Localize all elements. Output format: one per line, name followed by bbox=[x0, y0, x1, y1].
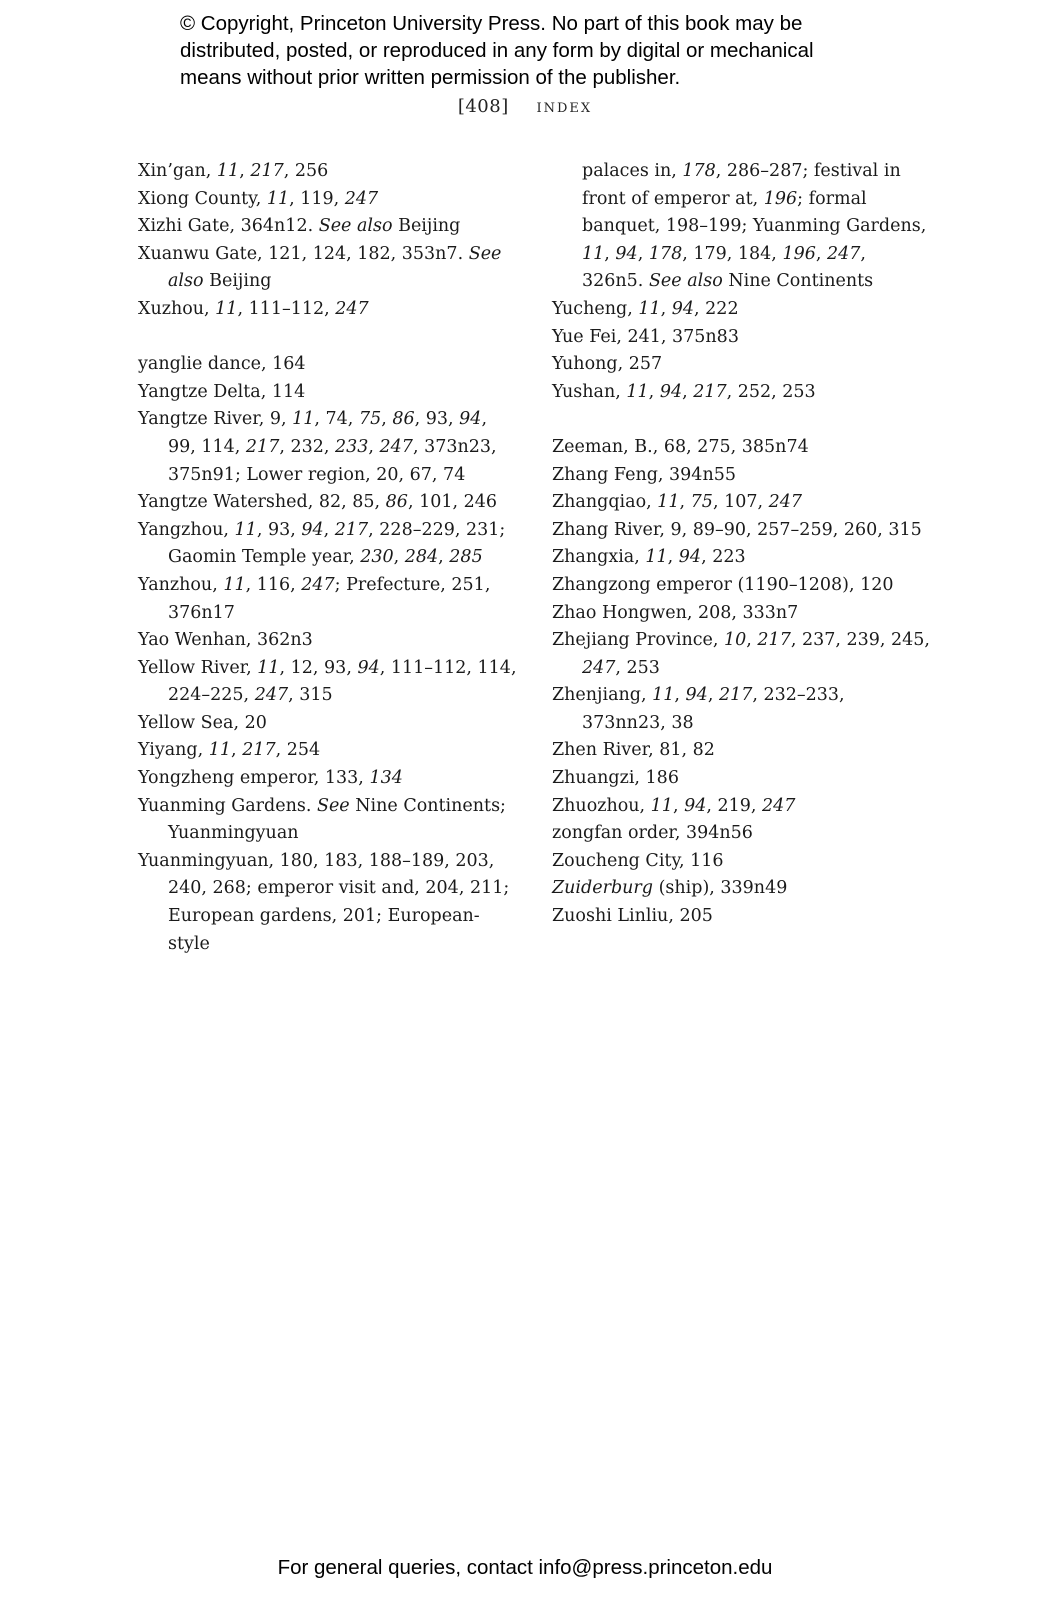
entry-text: Nine Continents; Yuanmingyuan bbox=[168, 795, 506, 844]
entry-text: Xin’gan, bbox=[138, 161, 217, 181]
entry-text: , 228–229, 231; Gaomin Temple year, bbox=[168, 519, 506, 568]
entry-text: , bbox=[746, 630, 758, 651]
copyright-line: © Copyright, Princeton University Press. No part of this book may be bbox=[180, 12, 803, 35]
letter-group-gap bbox=[138, 324, 518, 352]
italic-locator: 196 bbox=[763, 188, 798, 209]
index-entry bbox=[552, 903, 932, 931]
italic-locator: 285 bbox=[449, 547, 483, 568]
entry-text: , bbox=[682, 381, 694, 402]
entry-text: Xizhi Gate, 364n12. bbox=[138, 216, 319, 237]
letter-group-gap bbox=[552, 406, 932, 434]
italic-locator: 94 bbox=[615, 243, 638, 264]
entry-text: Zhangqiao, bbox=[552, 492, 658, 513]
index-entry bbox=[138, 572, 518, 627]
italic-locator: 11 bbox=[582, 243, 605, 264]
entry-text: , bbox=[648, 381, 660, 402]
entry-text: Yushan, bbox=[552, 381, 627, 402]
entry-text: Zhenjiang, bbox=[552, 685, 653, 706]
entry-text: , 286–287; festival in front of emperor at, bbox=[582, 161, 901, 209]
italic-locator: 10 bbox=[724, 630, 747, 651]
index-entry bbox=[552, 793, 932, 821]
entry-text: Yuhong, 257 bbox=[552, 354, 663, 375]
entry-text: , 116, bbox=[245, 574, 302, 595]
entry-text: Yongzheng emperor, 133, bbox=[138, 768, 370, 789]
entry-text: , bbox=[604, 243, 616, 264]
entry-text: Yangzhou, bbox=[138, 519, 235, 540]
entry-text: Zhuozhou, bbox=[552, 795, 651, 816]
index-entry bbox=[552, 379, 932, 407]
italic-locator: 178 bbox=[648, 243, 683, 264]
entry-text: , bbox=[815, 243, 827, 264]
italic-locator: 11 bbox=[216, 161, 240, 181]
section-title: index bbox=[536, 96, 593, 117]
entry-text: , 119, bbox=[289, 188, 345, 209]
italic-locator: 247 bbox=[826, 243, 861, 264]
entry-text: Zuoshi Linliu, 205 bbox=[552, 906, 713, 927]
entry-text: Zhangzong emperor (1190–1208), 120 bbox=[552, 574, 894, 595]
entry-text: , bbox=[667, 547, 679, 568]
index-entry bbox=[552, 765, 932, 793]
entry-text: , bbox=[707, 685, 719, 706]
italic-locator: 233 bbox=[334, 436, 369, 457]
index-entry bbox=[552, 600, 932, 628]
entry-text: Zhang River, 9, 89–90, 257–259, 260, 315 bbox=[552, 519, 922, 540]
entry-text: , 237, 239, 245, bbox=[790, 630, 930, 651]
index-entry bbox=[552, 875, 932, 903]
index-entry bbox=[138, 213, 518, 241]
entry-text: , 254 bbox=[275, 740, 321, 761]
entry-text: , 101, 246 bbox=[407, 492, 497, 513]
entry-text: , 256 bbox=[283, 161, 329, 181]
index-entry-continued bbox=[552, 158, 932, 296]
italic-locator: 94 bbox=[301, 519, 324, 540]
entry-text: , 252, 253 bbox=[726, 381, 816, 402]
entry-text: , 12, 93, bbox=[279, 657, 358, 678]
entry-text: Yellow Sea, 20 bbox=[138, 712, 267, 733]
index-entry bbox=[552, 848, 932, 876]
index-entry bbox=[138, 406, 518, 489]
entry-text: Yangtze Delta, 114 bbox=[138, 381, 306, 402]
italic-locator: 217 bbox=[250, 161, 284, 181]
entry-text: Yao Wenhan, 362n3 bbox=[138, 630, 313, 651]
entry-text: zongfan order, 394n56 bbox=[552, 823, 753, 844]
entry-text: , bbox=[381, 409, 393, 430]
entry-text: Nine Continents bbox=[722, 271, 874, 292]
italic-locator: 247 bbox=[768, 492, 802, 513]
entry-text: yanglie dance, 164 bbox=[138, 354, 306, 375]
index-entry bbox=[138, 737, 518, 765]
index-entry bbox=[138, 765, 518, 793]
italic-locator: 94 bbox=[671, 298, 695, 319]
italic-locator: 11 bbox=[223, 574, 246, 595]
entry-text: ; formal banquet, 198–199; Yuanming Gardens, bbox=[582, 188, 927, 237]
entry-text: , bbox=[672, 795, 685, 816]
italic-locator: 217 bbox=[242, 740, 276, 761]
entry-text: , 107, bbox=[712, 492, 769, 513]
italic-locator: 247 bbox=[335, 298, 369, 319]
entry-text: ; Prefecture, 251, 376n17 bbox=[168, 574, 491, 623]
entry-text: , bbox=[323, 519, 335, 540]
copyright-line: distributed, posted, or reproduced in any form by digital or mechanical bbox=[180, 39, 814, 62]
italic-locator: 247 bbox=[254, 685, 289, 706]
index-entry bbox=[552, 462, 932, 490]
entry-text: (ship), 339n49 bbox=[653, 878, 788, 899]
index-entry bbox=[552, 682, 932, 737]
entry-text: , 111–112, 114, 224–225, bbox=[168, 657, 517, 706]
entry-text: Beijing bbox=[392, 216, 461, 237]
entry-text: , 253 bbox=[615, 657, 660, 678]
italic-locator: 247 bbox=[344, 188, 379, 209]
index-entry bbox=[138, 710, 518, 738]
index-entry bbox=[138, 379, 518, 407]
italic-locator: 247 bbox=[762, 795, 796, 816]
italic-locator: 94 bbox=[659, 381, 683, 402]
entry-text: , 222 bbox=[694, 298, 739, 319]
entry-text: Yangtze Watershed, 82, 85, bbox=[138, 492, 386, 513]
index-entry bbox=[552, 296, 932, 324]
entry-text: , bbox=[637, 243, 649, 264]
entry-text: Yuanmingyuan, 180, 183, 188–189, 203, 240, 268; emperor visit and, 204, 211; European gardens, 201; European-style bbox=[138, 850, 510, 954]
entry-text: Xuzhou, bbox=[138, 298, 216, 319]
index-entry bbox=[552, 572, 932, 600]
index-entry bbox=[552, 737, 932, 765]
index-entry bbox=[138, 848, 518, 958]
entry-text: , 219, bbox=[706, 795, 763, 816]
italic-locator: 217 bbox=[334, 519, 369, 540]
index-entry bbox=[552, 517, 932, 545]
italic-locator: See also bbox=[318, 216, 393, 237]
index-entry bbox=[552, 820, 932, 848]
italic-locator: 11 bbox=[266, 188, 290, 209]
italic-locator: 217 bbox=[693, 381, 727, 402]
italic-locator: 134 bbox=[369, 768, 403, 789]
entry-text: , 223 bbox=[701, 547, 746, 568]
entry-text: , 93, bbox=[414, 409, 460, 430]
entry-text: , 179, 184, bbox=[682, 243, 783, 264]
entry-text: Yucheng, bbox=[552, 298, 639, 319]
italic-locator: 94 bbox=[459, 409, 482, 430]
italic-locator: 217 bbox=[245, 436, 280, 457]
italic-locator: 11 bbox=[645, 547, 668, 568]
page-number: [408] bbox=[457, 96, 509, 117]
italic-locator: 11 bbox=[657, 492, 680, 513]
italic-locator: 217 bbox=[718, 685, 753, 706]
entry-text: Yanzhou, bbox=[138, 574, 224, 595]
index-entry bbox=[552, 324, 932, 352]
index-entry bbox=[138, 186, 518, 214]
index-entry bbox=[138, 241, 518, 296]
italic-locator: 11 bbox=[650, 795, 673, 816]
entry-text: , 99, 114, bbox=[168, 409, 488, 457]
entry-text: palaces in, bbox=[582, 161, 683, 181]
copyright-line: means without prior written permission of the publisher. bbox=[180, 66, 681, 89]
index-entry bbox=[552, 434, 932, 462]
entry-text: Yangtze River, 9, bbox=[138, 409, 293, 430]
index-column-right bbox=[552, 158, 932, 931]
index-entry bbox=[138, 517, 518, 572]
entry-text: Yellow River, bbox=[138, 657, 258, 678]
entry-text: , 232, bbox=[279, 436, 335, 457]
entry-text: , 111–112, bbox=[237, 298, 336, 319]
copyright-notice bbox=[180, 10, 940, 91]
italic-locator: 11 bbox=[292, 409, 315, 430]
entry-text: Xuanwu Gate, 121, 124, 182, 353n7. bbox=[138, 243, 469, 264]
entry-text: Zhang Feng, 394n55 bbox=[552, 464, 736, 485]
italic-locator: 86 bbox=[392, 409, 415, 430]
italic-locator: 75 bbox=[690, 492, 713, 513]
entry-text: , bbox=[239, 161, 251, 181]
italic-locator: 11 bbox=[257, 657, 280, 678]
entry-text: , bbox=[368, 436, 380, 457]
italic-locator: 11 bbox=[208, 740, 232, 761]
italic-locator: 94 bbox=[357, 657, 380, 678]
entry-text: , bbox=[674, 685, 686, 706]
entry-text: , 326n5. bbox=[582, 243, 866, 292]
entry-text: Zhuangzi, 186 bbox=[552, 768, 679, 789]
entry-text: , bbox=[231, 740, 243, 761]
italic-locator: 11 bbox=[626, 381, 649, 402]
entry-text: , 315 bbox=[288, 685, 333, 706]
italic-locator: 247 bbox=[379, 436, 413, 457]
italic-locator: 284 bbox=[404, 547, 439, 568]
index-entry bbox=[552, 544, 932, 572]
index-entry bbox=[138, 158, 518, 186]
entry-text: , bbox=[438, 547, 450, 568]
entry-text: , bbox=[679, 492, 691, 513]
italic-locator: 11 bbox=[652, 685, 675, 706]
entry-text: , 93, bbox=[256, 519, 302, 540]
italic-locator: See also bbox=[168, 243, 502, 292]
italic-locator: 196 bbox=[782, 243, 816, 264]
entry-text: , 232–233, 373nn23, 38 bbox=[582, 685, 845, 733]
entry-text: , 74, bbox=[314, 409, 359, 430]
italic-locator: 247 bbox=[582, 657, 616, 678]
italic-locator: 94 bbox=[685, 685, 708, 706]
index-entry bbox=[138, 489, 518, 517]
italic-locator: 11 bbox=[234, 519, 257, 540]
entry-text: Zhangxia, bbox=[552, 547, 646, 568]
index-entry bbox=[552, 627, 932, 682]
index-entry bbox=[138, 793, 518, 848]
entry-text: , 373n23, 375n91; Lower region, 20, 67, 74 bbox=[168, 436, 497, 485]
index-entry bbox=[138, 296, 518, 324]
entry-text: Zhejiang Province, bbox=[552, 630, 724, 651]
italic-locator: 230 bbox=[360, 547, 394, 568]
italic-locator: See also bbox=[648, 271, 723, 292]
italic-locator: Zuiderburg bbox=[552, 878, 653, 899]
italic-locator: 75 bbox=[358, 409, 382, 430]
entry-text: Xiong County, bbox=[138, 188, 267, 209]
italic-locator: 217 bbox=[757, 630, 791, 651]
entry-text: Yue Fei, 241, 375n83 bbox=[552, 326, 739, 347]
italic-locator: 11 bbox=[215, 298, 238, 319]
entry-text: Yiyang, bbox=[138, 740, 209, 761]
entry-text: Zhen River, 81, 82 bbox=[552, 740, 715, 761]
entry-text: Zhao Hongwen, 208, 333n7 bbox=[552, 602, 799, 623]
italic-locator: 247 bbox=[301, 574, 335, 595]
index-column-left bbox=[138, 158, 518, 958]
index-entry bbox=[552, 489, 932, 517]
index-entry bbox=[138, 627, 518, 655]
entry-text: , bbox=[660, 298, 672, 319]
italic-locator: 94 bbox=[684, 795, 707, 816]
italic-locator: See bbox=[316, 795, 350, 816]
index-entry bbox=[138, 351, 518, 379]
entry-text: , bbox=[393, 547, 405, 568]
entry-text: Zoucheng City, 116 bbox=[552, 850, 724, 871]
index-entry bbox=[552, 351, 932, 379]
footer-contact: For general queries, contact info@press.princeton.edu bbox=[277, 1556, 773, 1579]
entry-text: Yuanming Gardens. bbox=[138, 795, 317, 816]
italic-locator: 11 bbox=[638, 298, 661, 319]
entry-text: Zeeman, B., 68, 275, 385n74 bbox=[552, 436, 809, 457]
italic-locator: 94 bbox=[678, 547, 702, 568]
running-head bbox=[0, 96, 1050, 117]
italic-locator: 178 bbox=[682, 161, 716, 181]
italic-locator: 86 bbox=[385, 492, 408, 513]
index-entry bbox=[138, 655, 518, 710]
entry-text: Beijing bbox=[203, 271, 272, 292]
